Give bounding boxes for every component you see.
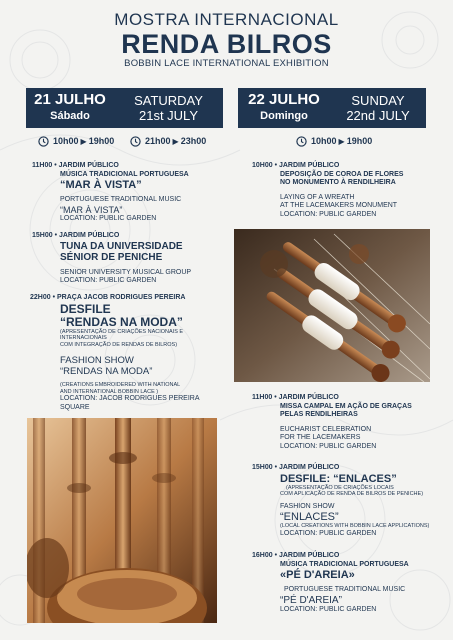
day2-en-date: 22nd JULY	[346, 108, 410, 123]
event-time-place: 22H00 • PRAÇA JACOB RODRIGUES PEREIRA	[30, 294, 186, 301]
event-pt-title: «PÉ D'AREIA»	[280, 569, 355, 582]
day2-date-block	[238, 92, 330, 124]
day1-hours-2-to: 23h00	[180, 136, 207, 146]
day1-date-block	[26, 92, 114, 124]
event-en-title: “PÉ D'AREIA”	[280, 594, 342, 606]
clock-icon	[296, 136, 307, 147]
event-place: PRAÇA JACOB RODRIGUES PEREIRA	[56, 294, 186, 301]
event-time-place: 11H00 • JARDIM PÚBLICO	[32, 162, 119, 169]
wooden-bobbins-photo	[27, 418, 217, 623]
day1-weekday: Sábado	[50, 110, 90, 122]
day1-hours-1-to: 19h00	[88, 136, 115, 146]
header-renda-bilros: RENDA BILROS	[121, 29, 332, 59]
event-sat-1100	[32, 162, 222, 223]
event-time-place: 10H00 • JARDIM PÚBLICO	[252, 162, 340, 169]
event-place: JARDIM PÚBLICO	[58, 232, 120, 239]
event-pt-title-2: “RENDAS NA MODA”	[60, 314, 183, 329]
clock-icon	[38, 136, 49, 147]
event-pt-title-2: SÉNIOR DE PENICHE	[60, 251, 163, 263]
event-time-place: 11H00 • JARDIM PÚBLICO	[252, 394, 339, 401]
day1-banner	[26, 88, 223, 128]
event-sun-1600	[252, 552, 447, 614]
event-place: JARDIM PÚBLICO	[278, 162, 340, 169]
event-pt-line: MÚSICA TRADICIONAL PORTUGUESA	[60, 170, 189, 178]
event-time: 10H00	[252, 162, 273, 169]
event-pt-title-1: TUNA DA UNIVERSIDADE	[60, 240, 183, 252]
event-en-line-1: EUCHARIST CELEBRATION	[280, 425, 372, 433]
event-location: LOCATION: PUBLIC GARDEN	[60, 277, 157, 285]
poster-header	[0, 10, 453, 70]
event-location: LOCATION: PUBLIC GARDEN	[280, 210, 377, 218]
day1-english-block	[114, 93, 223, 123]
day2-date: 22 JULHO	[248, 91, 320, 108]
event-place: JARDIM PÚBLICO	[278, 464, 340, 471]
event-place: JARDIM PÚBLICO	[278, 552, 340, 559]
event-sun-1100	[252, 394, 447, 452]
event-location: LOCATION: PUBLIC GARDEN	[60, 214, 157, 222]
event-time: 16H00	[252, 552, 273, 559]
event-time: 15H00	[32, 232, 53, 239]
day2-weekday: Domingo	[260, 110, 308, 122]
event-place: JARDIM PÚBLICO	[278, 394, 339, 401]
day2-banner	[238, 88, 426, 128]
event-pt-note-1: (APRESENTAÇÃO DE CRIAÇÕES LOCAIS	[286, 484, 394, 491]
event-en-title-1: FASHION SHOW	[60, 355, 134, 367]
event-pt-line-2: PELAS RENDILHEIRAS	[280, 411, 358, 419]
event-en-title-1: FASHION SHOW	[280, 502, 335, 510]
event-sat-2200	[30, 294, 225, 412]
day1-en-date: 21st JULY	[138, 108, 198, 123]
header-subtitle: BOBBIN LACE INTERNATIONAL EXHIBITION	[124, 58, 329, 69]
event-place: JARDIM PÚBLICO	[58, 162, 119, 169]
event-en-title-2: “ENLACES”	[280, 511, 339, 524]
event-time: 15H00	[252, 464, 273, 471]
event-pt-line: MÚSICA TRADICIONAL PORTUGUESA	[280, 560, 409, 568]
event-time-place: 15H00 • JARDIM PÚBLICO	[252, 464, 340, 471]
event-pt-title: “MAR À VISTA”	[60, 179, 142, 192]
event-time: 11H00	[252, 394, 273, 401]
header-mostra-internacional: MOSTRA INTERNACIONAL	[114, 10, 339, 29]
event-pt-note-2: COM INTEGRAÇÃO DE RENDAS DE BILROS)	[60, 341, 178, 348]
bobbins-thread-illustration	[234, 229, 430, 382]
wooden-bobbins-illustration	[27, 418, 217, 623]
event-en-line: PORTUGUESE TRADITIONAL MUSIC	[284, 586, 406, 594]
event-location: LOCATION: PUBLIC GARDEN	[280, 442, 377, 450]
day2-en-day: SUNDAY	[351, 93, 405, 108]
event-pt-line-1: DEPOSIÇÃO DE COROA DE FLORES	[280, 170, 404, 178]
arrow-icon: ▶	[338, 136, 345, 146]
event-time-place: 15H00 • JARDIM PÚBLICO	[32, 232, 120, 239]
arrow-icon: ▶	[80, 136, 87, 146]
day1-hours-2-from: 21h00	[145, 136, 171, 146]
event-en-line-2: FOR THE LACEMAKERS	[280, 434, 361, 442]
event-pt-title: DESFILE: “ENLACES”	[280, 472, 397, 485]
event-en-title-2: “RENDAS NA MODA”	[60, 366, 153, 378]
event-en-line-1: LAYING OF A WREATH	[280, 193, 355, 201]
event-en-line: SENIOR UNIVERSITY MUSICAL GROUP	[60, 268, 192, 276]
bobbins-thread-photo	[234, 229, 430, 382]
event-location: LOCATION: PUBLIC GARDEN	[280, 605, 377, 613]
event-time: 11H00	[32, 162, 53, 169]
day1-hours-1	[38, 134, 114, 148]
arrow-icon: ▶	[172, 136, 179, 146]
event-en-note-1: (CREATIONS EMBROIDERED WITH NATIONAL	[60, 382, 181, 389]
event-sun-1000	[252, 162, 442, 220]
event-sun-1500	[252, 464, 447, 538]
day2-hours-1	[296, 134, 372, 148]
event-location: LOCATION: JACOB RODRIGUES PEREIRA SQUARE	[60, 395, 200, 411]
event-en-title: “MAR À VISTA”	[60, 204, 123, 215]
day1-en-day: SATURDAY	[134, 93, 203, 108]
event-en-note-2: AND INTERNATIONAL BOBBIN LACE )	[60, 388, 159, 395]
event-time: 22H00	[30, 294, 51, 301]
clock-icon	[130, 136, 141, 147]
event-location: LOCATION: PUBLIC GARDEN	[280, 529, 377, 537]
event-en-line-2: AT THE LACEMAKERS MONUMENT	[280, 202, 398, 210]
event-pt-note-2: COM APLICAÇÃO DE RENDA DE BILROS DE PENICHE)	[280, 491, 424, 498]
day2-hours-1-from: 10h00	[311, 136, 337, 146]
event-pt-line-1: MISSA CAMPAL EM AÇÃO DE GRAÇAS	[280, 402, 412, 410]
day2-english-block	[330, 93, 426, 123]
day1-hours-2	[130, 134, 206, 148]
day1-date: 21 JULHO	[34, 91, 106, 108]
event-en-note: (LOCAL CREATIONS WITH BOBBIN LACE APPLICATIONS)	[280, 523, 430, 530]
event-pt-note-1: (APRESENTAÇÃO DE CRIAÇÕES NACIONAIS E INTERNACIONAIS	[60, 328, 184, 342]
event-pt-title-1: DESFILE	[60, 301, 111, 316]
day2-hours-1-to: 19h00	[346, 136, 373, 146]
event-time-place: 16H00 • JARDIM PÚBLICO	[252, 552, 340, 559]
event-pt-line-2: NO MONUMENTO À RENDILHEIRA	[280, 179, 396, 187]
day1-hours-1-from: 10h00	[53, 136, 79, 146]
event-en-line: PORTUGUESE TRADITIONAL MUSIC	[60, 196, 182, 204]
event-sat-1500	[32, 232, 222, 286]
